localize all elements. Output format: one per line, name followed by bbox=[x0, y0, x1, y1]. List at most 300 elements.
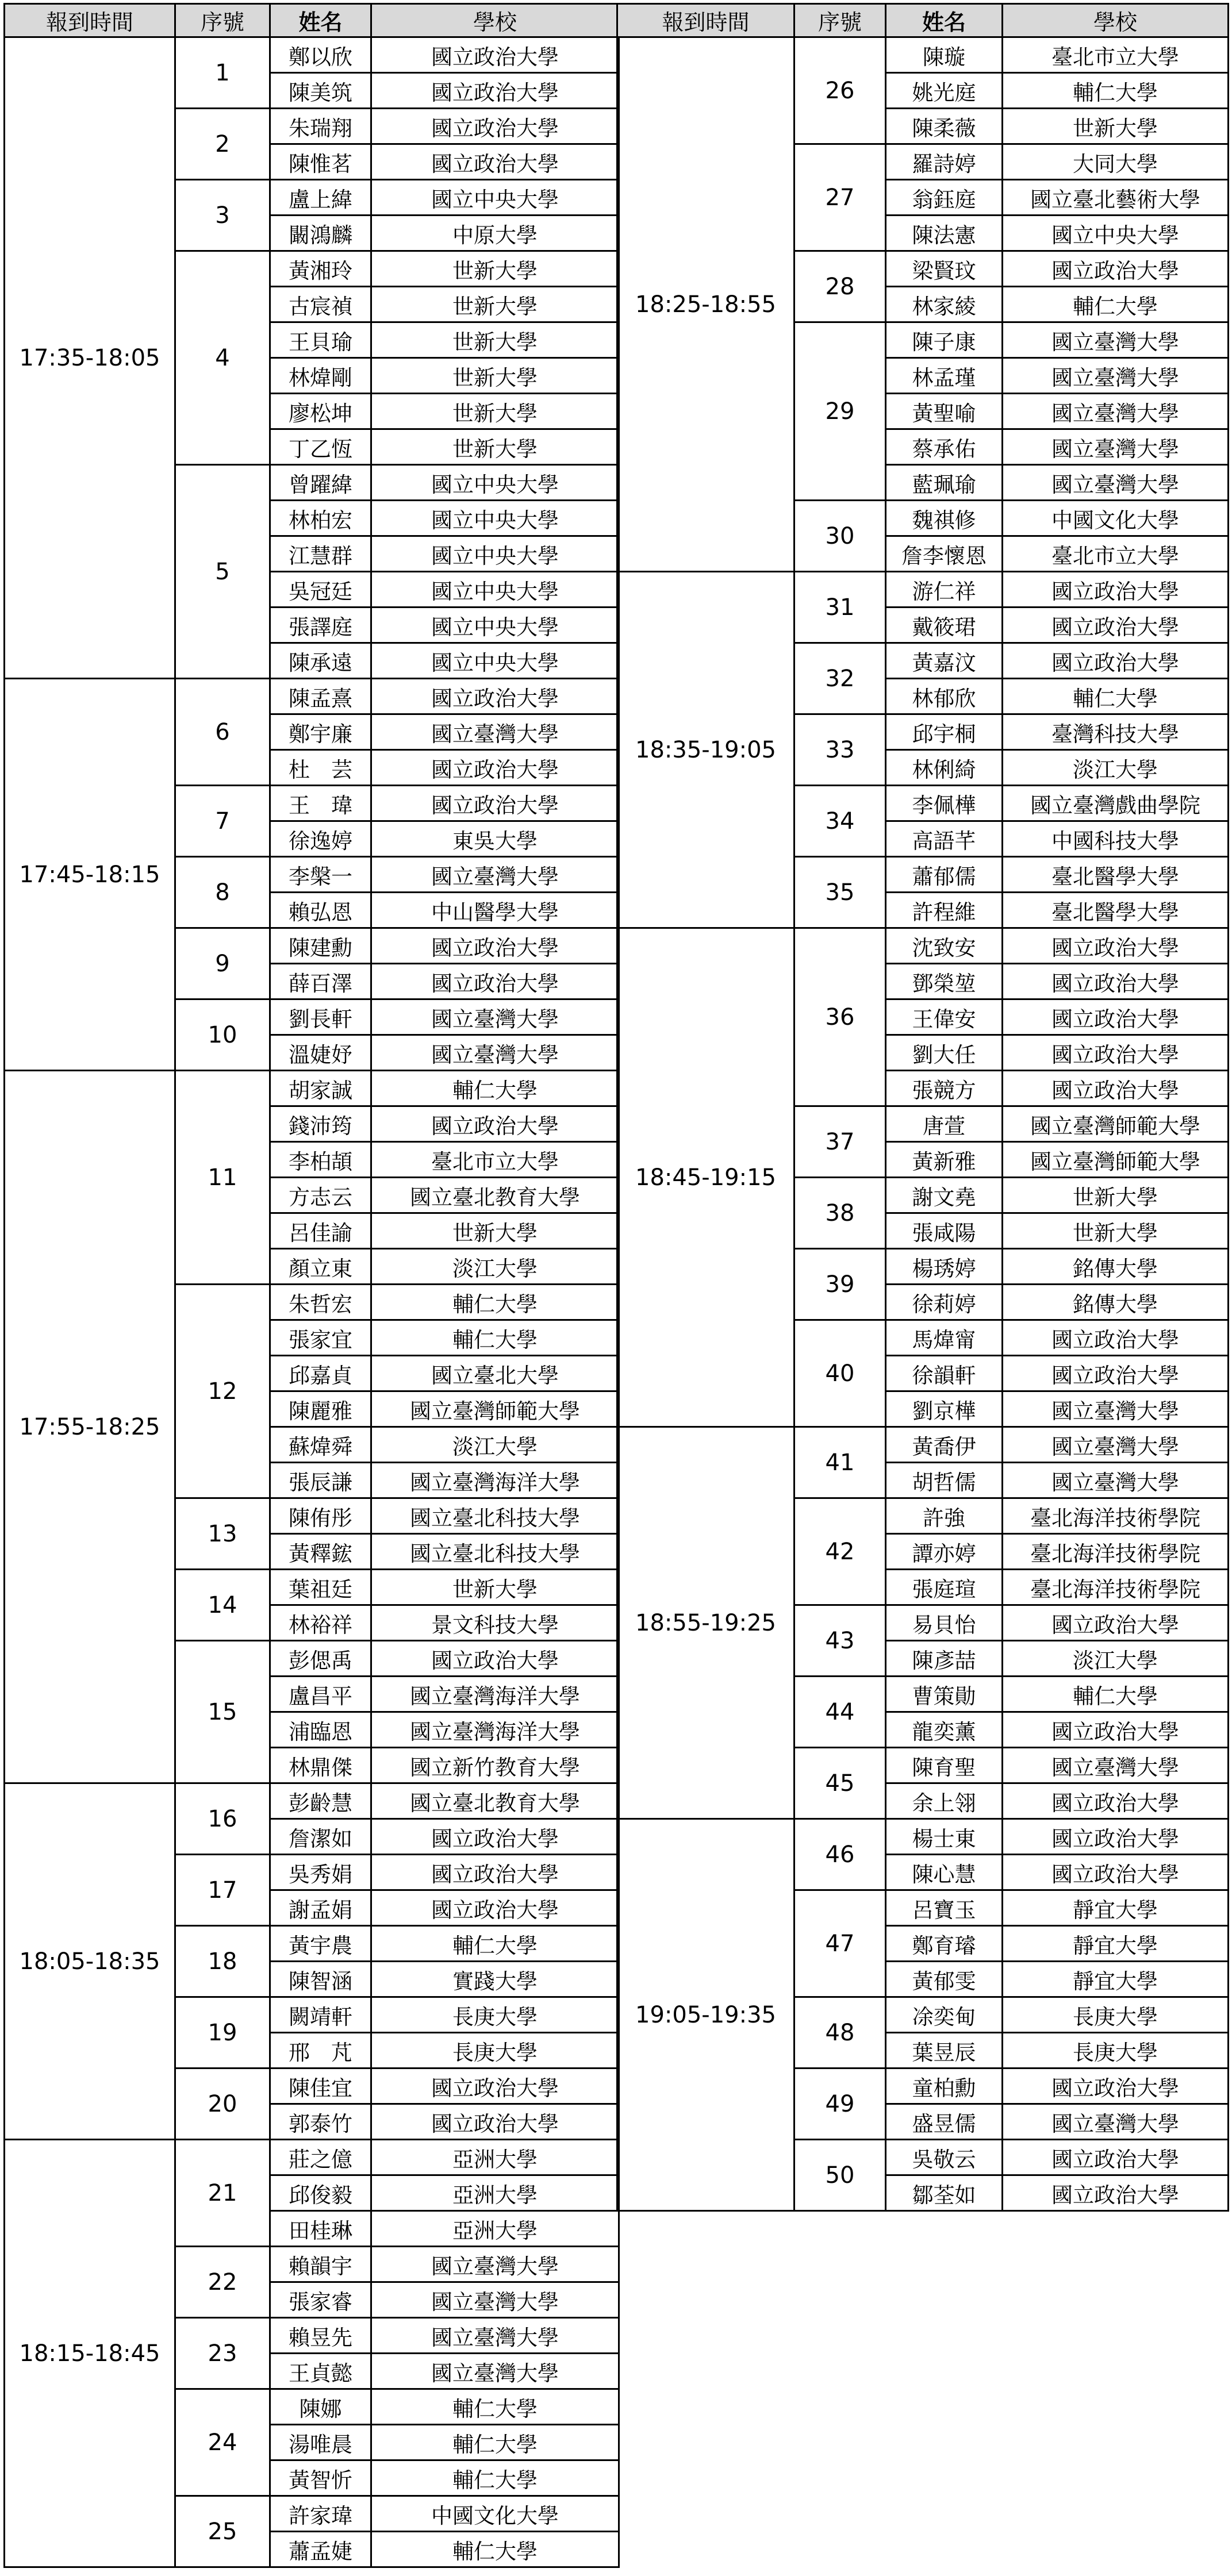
school-cell: 國立政治大學 bbox=[1003, 1035, 1229, 1071]
name-cell: 陳育聖 bbox=[886, 1748, 1003, 1783]
name-cell: 盧昌平 bbox=[270, 1677, 371, 1712]
schedule-body-left bbox=[5, 37, 619, 2567]
school-cell: 國立臺北大學 bbox=[371, 1356, 619, 1391]
name-cell: 劉長軒 bbox=[270, 999, 371, 1035]
name-cell: 高語芊 bbox=[886, 821, 1003, 857]
sequence-cell: 22 bbox=[175, 2247, 270, 2318]
sequence-cell: 35 bbox=[795, 857, 886, 928]
name-cell: 游仁祥 bbox=[886, 572, 1003, 608]
header-name: 姓名 bbox=[886, 4, 1003, 37]
school-cell: 國立臺灣師範大學 bbox=[371, 1391, 619, 1427]
name-cell: 陳承遠 bbox=[270, 643, 371, 679]
name-cell: 鄧榮堃 bbox=[886, 964, 1003, 999]
school-cell: 輔仁大學 bbox=[371, 2460, 619, 2496]
school-cell: 國立臺灣海洋大學 bbox=[371, 1677, 619, 1712]
sequence-cell: 11 bbox=[175, 1071, 270, 1285]
sequence-cell: 4 bbox=[175, 251, 270, 465]
school-cell: 國立政治大學 bbox=[371, 750, 619, 786]
sequence-cell: 18 bbox=[175, 1926, 270, 1997]
sequence-cell: 13 bbox=[175, 1498, 270, 1570]
sequence-cell: 9 bbox=[175, 928, 270, 999]
sequence-cell: 30 bbox=[795, 501, 886, 572]
school-cell: 國立政治大學 bbox=[1003, 1783, 1229, 1819]
school-cell: 國立政治大學 bbox=[1003, 1356, 1229, 1391]
sequence-cell: 36 bbox=[795, 928, 886, 1106]
name-cell: 盛昱儒 bbox=[886, 2104, 1003, 2140]
school-cell: 臺北海洋技術學院 bbox=[1003, 1570, 1229, 1605]
school-cell: 國立政治大學 bbox=[1003, 1855, 1229, 1890]
school-cell: 臺北醫學大學 bbox=[1003, 893, 1229, 928]
name-cell: 翁鈺庭 bbox=[886, 180, 1003, 216]
school-cell: 國立臺灣大學 bbox=[371, 857, 619, 893]
name-cell: 陳佳宜 bbox=[270, 2069, 371, 2104]
name-cell: 黃宇農 bbox=[270, 1926, 371, 1962]
sequence-cell: 5 bbox=[175, 465, 270, 679]
sequence-cell: 34 bbox=[795, 786, 886, 857]
header-name: 姓名 bbox=[270, 4, 371, 37]
school-cell: 國立臺灣大學 bbox=[1003, 465, 1229, 501]
table-row bbox=[5, 2140, 619, 2175]
report-time-cell: 17:35-18:05 bbox=[5, 37, 175, 679]
name-cell: 陳孟熹 bbox=[270, 679, 371, 714]
school-cell: 臺北海洋技術學院 bbox=[1003, 1498, 1229, 1534]
name-cell: 唐萱 bbox=[886, 1106, 1003, 1142]
school-cell: 國立政治大學 bbox=[371, 2069, 619, 2104]
name-cell: 張譯庭 bbox=[270, 608, 371, 643]
name-cell: 呂寶玉 bbox=[886, 1890, 1003, 1926]
name-cell: 江慧群 bbox=[270, 536, 371, 572]
school-cell: 國立中央大學 bbox=[371, 180, 619, 216]
school-cell: 國立政治大學 bbox=[1003, 643, 1229, 679]
school-cell: 國立臺灣大學 bbox=[371, 714, 619, 750]
school-cell: 淡江大學 bbox=[371, 1249, 619, 1285]
school-cell: 國立政治大學 bbox=[371, 144, 619, 180]
name-cell: 黃釋鋐 bbox=[270, 1534, 371, 1570]
school-cell: 靜宜大學 bbox=[1003, 1890, 1229, 1926]
school-cell: 世新大學 bbox=[371, 1213, 619, 1249]
name-cell: 吳敬云 bbox=[886, 2140, 1003, 2175]
name-cell: 錢沛筠 bbox=[270, 1106, 371, 1142]
name-cell: 林郁欣 bbox=[886, 679, 1003, 714]
school-cell: 國立中央大學 bbox=[371, 501, 619, 536]
report-time-cell: 18:35-19:05 bbox=[617, 572, 795, 928]
report-time-cell: 17:55-18:25 bbox=[5, 1071, 175, 1783]
name-cell: 鄒荃如 bbox=[886, 2175, 1003, 2211]
schedule-body-right bbox=[617, 37, 1229, 2211]
school-cell: 世新大學 bbox=[371, 358, 619, 394]
school-cell: 國立政治大學 bbox=[371, 2104, 619, 2140]
school-cell: 中國文化大學 bbox=[1003, 501, 1229, 536]
table-row bbox=[617, 572, 1229, 608]
sequence-cell: 21 bbox=[175, 2140, 270, 2247]
name-cell: 龍奕薰 bbox=[886, 1712, 1003, 1748]
school-cell: 國立臺灣大學 bbox=[1003, 2104, 1229, 2140]
school-cell: 國立政治大學 bbox=[1003, 1605, 1229, 1641]
sequence-cell: 31 bbox=[795, 572, 886, 643]
school-cell: 國立臺北教育大學 bbox=[371, 1178, 619, 1213]
school-cell: 國立中央大學 bbox=[1003, 216, 1229, 251]
report-time-cell: 18:25-18:55 bbox=[617, 37, 795, 572]
report-time-cell: 18:55-19:25 bbox=[617, 1427, 795, 1819]
school-cell: 國立政治大學 bbox=[371, 1855, 619, 1890]
name-cell: 彭齡慧 bbox=[270, 1783, 371, 1819]
school-cell: 國立臺北科技大學 bbox=[371, 1534, 619, 1570]
name-cell: 林煒剛 bbox=[270, 358, 371, 394]
name-cell: 王偉安 bbox=[886, 999, 1003, 1035]
name-cell: 黃喬伊 bbox=[886, 1427, 1003, 1463]
name-cell: 張庭瑄 bbox=[886, 1570, 1003, 1605]
school-cell: 銘傳大學 bbox=[1003, 1249, 1229, 1285]
sequence-cell: 8 bbox=[175, 857, 270, 928]
name-cell: 楊士東 bbox=[886, 1819, 1003, 1855]
school-cell: 輔仁大學 bbox=[371, 1320, 619, 1356]
sequence-cell: 1 bbox=[175, 37, 270, 109]
name-cell: 顏立東 bbox=[270, 1249, 371, 1285]
name-cell: 詹李懷恩 bbox=[886, 536, 1003, 572]
name-cell: 賴弘恩 bbox=[270, 893, 371, 928]
school-cell: 世新大學 bbox=[1003, 1213, 1229, 1249]
sequence-cell: 2 bbox=[175, 109, 270, 180]
name-cell: 葉祖廷 bbox=[270, 1570, 371, 1605]
name-cell: 黃湘玲 bbox=[270, 251, 371, 287]
sequence-cell: 33 bbox=[795, 714, 886, 786]
name-cell: 謝文堯 bbox=[886, 1178, 1003, 1213]
school-cell: 國立政治大學 bbox=[371, 73, 619, 109]
school-cell: 國立臺灣大學 bbox=[371, 2318, 619, 2354]
school-cell: 輔仁大學 bbox=[1003, 679, 1229, 714]
school-cell: 淡江大學 bbox=[1003, 750, 1229, 786]
name-cell: 羅詩婷 bbox=[886, 144, 1003, 180]
sequence-cell: 26 bbox=[795, 37, 886, 144]
name-cell: 朱瑞翔 bbox=[270, 109, 371, 144]
school-cell: 景文科技大學 bbox=[371, 1605, 619, 1641]
header-row bbox=[617, 4, 1229, 37]
school-cell: 世新大學 bbox=[371, 394, 619, 429]
table-row bbox=[617, 928, 1229, 964]
name-cell: 陳智涵 bbox=[270, 1962, 371, 1997]
header-row bbox=[5, 4, 619, 37]
table-row bbox=[5, 1071, 619, 1106]
school-cell: 大同大學 bbox=[1003, 144, 1229, 180]
name-cell: 蕭孟婕 bbox=[270, 2532, 371, 2567]
school-cell: 東吳大學 bbox=[371, 821, 619, 857]
school-cell: 世新大學 bbox=[1003, 109, 1229, 144]
name-cell: 賴昱先 bbox=[270, 2318, 371, 2354]
school-cell: 世新大學 bbox=[371, 287, 619, 322]
school-cell: 國立臺灣大學 bbox=[1003, 394, 1229, 429]
name-cell: 鄭以欣 bbox=[270, 37, 371, 73]
sequence-cell: 47 bbox=[795, 1890, 886, 1997]
school-cell: 輔仁大學 bbox=[1003, 73, 1229, 109]
school-cell: 國立政治大學 bbox=[371, 1819, 619, 1855]
school-cell: 國立臺灣師範大學 bbox=[1003, 1142, 1229, 1178]
name-cell: 丁乙恆 bbox=[270, 429, 371, 465]
name-cell: 蕭郁儒 bbox=[886, 857, 1003, 893]
report-time-cell: 18:15-18:45 bbox=[5, 2140, 175, 2567]
school-cell: 國立政治大學 bbox=[1003, 964, 1229, 999]
name-cell: 陳璇 bbox=[886, 37, 1003, 73]
sequence-cell: 28 bbox=[795, 251, 886, 322]
school-cell: 國立臺灣大學 bbox=[1003, 322, 1229, 358]
name-cell: 馬煒甯 bbox=[886, 1320, 1003, 1356]
school-cell: 臺北醫學大學 bbox=[1003, 857, 1229, 893]
school-cell: 國立政治大學 bbox=[1003, 1320, 1229, 1356]
school-cell: 銘傳大學 bbox=[1003, 1285, 1229, 1320]
school-cell: 國立政治大學 bbox=[371, 786, 619, 821]
school-cell: 輔仁大學 bbox=[371, 1926, 619, 1962]
name-cell: 林裕祥 bbox=[270, 1605, 371, 1641]
sequence-cell: 6 bbox=[175, 679, 270, 786]
school-cell: 國立新竹教育大學 bbox=[371, 1748, 619, 1783]
name-cell: 王貞懿 bbox=[270, 2354, 371, 2389]
sequence-cell: 45 bbox=[795, 1748, 886, 1819]
name-cell: 廖松坤 bbox=[270, 394, 371, 429]
sequence-cell: 49 bbox=[795, 2069, 886, 2140]
name-cell: 葉昱辰 bbox=[886, 2033, 1003, 2069]
header-school: 學校 bbox=[371, 4, 619, 37]
school-cell: 國立中央大學 bbox=[371, 643, 619, 679]
name-cell: 姚光庭 bbox=[886, 73, 1003, 109]
school-cell: 國立政治大學 bbox=[371, 1106, 619, 1142]
school-cell: 輔仁大學 bbox=[371, 2532, 619, 2567]
school-cell: 靜宜大學 bbox=[1003, 1962, 1229, 1997]
school-cell: 淡江大學 bbox=[371, 1427, 619, 1463]
school-cell: 國立政治大學 bbox=[371, 679, 619, 714]
school-cell: 國立臺灣大學 bbox=[1003, 358, 1229, 394]
school-cell: 國立中央大學 bbox=[371, 536, 619, 572]
school-cell: 國立政治大學 bbox=[371, 1890, 619, 1926]
name-cell: 陳美筑 bbox=[270, 73, 371, 109]
name-cell: 蔡承佑 bbox=[886, 429, 1003, 465]
name-cell: 林俐綺 bbox=[886, 750, 1003, 786]
school-cell: 國立臺灣大學 bbox=[371, 2354, 619, 2389]
school-cell: 國立臺北科技大學 bbox=[371, 1498, 619, 1534]
sequence-cell: 43 bbox=[795, 1605, 886, 1677]
school-cell: 國立政治大學 bbox=[1003, 608, 1229, 643]
name-cell: 田桂琳 bbox=[270, 2211, 371, 2247]
table-row bbox=[5, 679, 619, 714]
sequence-cell: 24 bbox=[175, 2389, 270, 2496]
school-cell: 國立政治大學 bbox=[371, 964, 619, 999]
school-cell: 輔仁大學 bbox=[371, 1071, 619, 1106]
name-cell: 陳惟茗 bbox=[270, 144, 371, 180]
school-cell: 國立政治大學 bbox=[1003, 1071, 1229, 1106]
name-cell: 陳法憲 bbox=[886, 216, 1003, 251]
name-cell: 王 瑋 bbox=[270, 786, 371, 821]
school-cell: 國立中央大學 bbox=[371, 608, 619, 643]
name-cell: 梁賢玟 bbox=[886, 251, 1003, 287]
name-cell: 胡家誠 bbox=[270, 1071, 371, 1106]
name-cell: 邢 芃 bbox=[270, 2033, 371, 2069]
school-cell: 國立臺灣海洋大學 bbox=[371, 1712, 619, 1748]
school-cell: 國立臺灣大學 bbox=[1003, 1427, 1229, 1463]
sequence-cell: 29 bbox=[795, 322, 886, 501]
header-time: 報到時間 bbox=[5, 4, 175, 37]
school-cell: 國立政治大學 bbox=[1003, 999, 1229, 1035]
report-time-cell: 18:45-19:15 bbox=[617, 928, 795, 1427]
name-cell: 陳娜 bbox=[270, 2389, 371, 2425]
sequence-cell: 19 bbox=[175, 1997, 270, 2069]
school-cell: 中山醫學大學 bbox=[371, 893, 619, 928]
name-cell: 黃智忻 bbox=[270, 2460, 371, 2496]
sequence-cell: 12 bbox=[175, 1285, 270, 1498]
name-cell: 徐莉婷 bbox=[886, 1285, 1003, 1320]
school-cell: 國立政治大學 bbox=[371, 1641, 619, 1677]
sequence-cell: 15 bbox=[175, 1641, 270, 1783]
name-cell: 魏祺修 bbox=[886, 501, 1003, 536]
school-cell: 輔仁大學 bbox=[371, 1285, 619, 1320]
name-cell: 陳心慧 bbox=[886, 1855, 1003, 1890]
school-cell: 國立政治大學 bbox=[1003, 1819, 1229, 1855]
sequence-cell: 23 bbox=[175, 2318, 270, 2389]
sequence-cell: 10 bbox=[175, 999, 270, 1071]
name-cell: 郭泰竹 bbox=[270, 2104, 371, 2140]
name-cell: 陳侑彤 bbox=[270, 1498, 371, 1534]
school-cell: 亞洲大學 bbox=[371, 2175, 619, 2211]
name-cell: 蘇煒舜 bbox=[270, 1427, 371, 1463]
sequence-cell: 16 bbox=[175, 1783, 270, 1855]
name-cell: 林柏宏 bbox=[270, 501, 371, 536]
name-cell: 陳子康 bbox=[886, 322, 1003, 358]
name-cell: 陳柔薇 bbox=[886, 109, 1003, 144]
school-cell: 國立政治大學 bbox=[371, 109, 619, 144]
table-row bbox=[617, 1427, 1229, 1463]
school-cell: 實踐大學 bbox=[371, 1962, 619, 1997]
sequence-cell: 20 bbox=[175, 2069, 270, 2140]
school-cell: 輔仁大學 bbox=[371, 2389, 619, 2425]
sequence-cell: 48 bbox=[795, 1997, 886, 2069]
name-cell: 藍珮瑜 bbox=[886, 465, 1003, 501]
name-cell: 黃聖喻 bbox=[886, 394, 1003, 429]
school-cell: 世新大學 bbox=[371, 429, 619, 465]
name-cell: 黃嘉汶 bbox=[886, 643, 1003, 679]
sequence-cell: 27 bbox=[795, 144, 886, 251]
school-cell: 中國文化大學 bbox=[371, 2496, 619, 2532]
name-cell: 胡哲儒 bbox=[886, 1463, 1003, 1498]
school-cell: 國立政治大學 bbox=[1003, 2140, 1229, 2175]
name-cell: 吳冠廷 bbox=[270, 572, 371, 608]
name-cell: 林家綾 bbox=[886, 287, 1003, 322]
sequence-cell: 44 bbox=[795, 1677, 886, 1748]
school-cell: 世新大學 bbox=[1003, 1178, 1229, 1213]
table-row bbox=[617, 1819, 1229, 1855]
report-time-cell: 19:05-19:35 bbox=[617, 1819, 795, 2211]
sequence-cell: 14 bbox=[175, 1570, 270, 1641]
name-cell: 陳建勳 bbox=[270, 928, 371, 964]
schedule-table-left bbox=[3, 3, 620, 2568]
school-cell: 國立臺北教育大學 bbox=[371, 1783, 619, 1819]
header-seq: 序號 bbox=[795, 4, 886, 37]
table-row bbox=[617, 37, 1229, 73]
school-cell: 國立臺灣師範大學 bbox=[1003, 1106, 1229, 1142]
name-cell: 王貝瑜 bbox=[270, 322, 371, 358]
name-cell: 易貝怡 bbox=[886, 1605, 1003, 1641]
name-cell: 張家宜 bbox=[270, 1320, 371, 1356]
name-cell: 邱宇桐 bbox=[886, 714, 1003, 750]
name-cell: 邱嘉貞 bbox=[270, 1356, 371, 1391]
school-cell: 國立政治大學 bbox=[1003, 928, 1229, 964]
school-cell: 國立臺北藝術大學 bbox=[1003, 180, 1229, 216]
schedule-table-right bbox=[616, 3, 1229, 2212]
school-cell: 國立中央大學 bbox=[371, 572, 619, 608]
school-cell: 靜宜大學 bbox=[1003, 1926, 1229, 1962]
school-cell: 國立政治大學 bbox=[371, 928, 619, 964]
sequence-cell: 37 bbox=[795, 1106, 886, 1178]
name-cell: 彭偲禹 bbox=[270, 1641, 371, 1677]
name-cell: 凃奕甸 bbox=[886, 1997, 1003, 2033]
name-cell: 林孟瑾 bbox=[886, 358, 1003, 394]
school-cell: 臺北市立大學 bbox=[371, 1142, 619, 1178]
report-time-cell: 18:05-18:35 bbox=[5, 1783, 175, 2140]
sequence-cell: 32 bbox=[795, 643, 886, 714]
sequence-cell: 41 bbox=[795, 1427, 886, 1498]
name-cell: 譚亦婷 bbox=[886, 1534, 1003, 1570]
school-cell: 臺北市立大學 bbox=[1003, 536, 1229, 572]
name-cell: 張競方 bbox=[886, 1071, 1003, 1106]
sequence-cell: 38 bbox=[795, 1178, 886, 1249]
header-school: 學校 bbox=[1003, 4, 1229, 37]
school-cell: 長庚大學 bbox=[1003, 2033, 1229, 2069]
sequence-cell: 42 bbox=[795, 1498, 886, 1605]
sequence-cell: 17 bbox=[175, 1855, 270, 1926]
school-cell: 臺北市立大學 bbox=[1003, 37, 1229, 73]
school-cell: 國立政治大學 bbox=[1003, 2069, 1229, 2104]
school-cell: 國立政治大學 bbox=[1003, 572, 1229, 608]
name-cell: 謝孟娟 bbox=[270, 1890, 371, 1926]
school-cell: 國立政治大學 bbox=[371, 37, 619, 73]
name-cell: 李佩樺 bbox=[886, 786, 1003, 821]
name-cell: 徐逸婷 bbox=[270, 821, 371, 857]
name-cell: 古宸禎 bbox=[270, 287, 371, 322]
name-cell: 薛百澤 bbox=[270, 964, 371, 999]
name-cell: 許家瑋 bbox=[270, 2496, 371, 2532]
name-cell: 詹潔如 bbox=[270, 1819, 371, 1855]
school-cell: 國立臺灣大學 bbox=[371, 1035, 619, 1071]
name-cell: 許強 bbox=[886, 1498, 1003, 1534]
school-cell: 世新大學 bbox=[371, 1570, 619, 1605]
name-cell: 鄭育璿 bbox=[886, 1926, 1003, 1962]
name-cell: 張辰謙 bbox=[270, 1463, 371, 1498]
school-cell: 輔仁大學 bbox=[371, 2425, 619, 2460]
school-cell: 國立政治大學 bbox=[1003, 2175, 1229, 2211]
name-cell: 李槃一 bbox=[270, 857, 371, 893]
name-cell: 陳麗雅 bbox=[270, 1391, 371, 1427]
school-cell: 國立臺灣大學 bbox=[371, 2247, 619, 2282]
school-cell: 國立臺灣大學 bbox=[1003, 1391, 1229, 1427]
name-cell: 張咸陽 bbox=[886, 1213, 1003, 1249]
name-cell: 吳秀娟 bbox=[270, 1855, 371, 1890]
name-cell: 莊之億 bbox=[270, 2140, 371, 2175]
school-cell: 長庚大學 bbox=[371, 1997, 619, 2033]
school-cell: 國立中央大學 bbox=[371, 465, 619, 501]
name-cell: 曾躍緯 bbox=[270, 465, 371, 501]
school-cell: 國立臺灣大學 bbox=[1003, 429, 1229, 465]
school-cell: 國立臺灣大學 bbox=[371, 2282, 619, 2318]
name-cell: 杜 芸 bbox=[270, 750, 371, 786]
school-cell: 臺灣科技大學 bbox=[1003, 714, 1229, 750]
school-cell: 國立臺灣戲曲學院 bbox=[1003, 786, 1229, 821]
school-cell: 國立臺灣大學 bbox=[371, 999, 619, 1035]
school-cell: 中原大學 bbox=[371, 216, 619, 251]
name-cell: 曹策勛 bbox=[886, 1677, 1003, 1712]
name-cell: 邱俊毅 bbox=[270, 2175, 371, 2211]
school-cell: 國立政治大學 bbox=[1003, 251, 1229, 287]
name-cell: 黃郁雯 bbox=[886, 1962, 1003, 1997]
name-cell: 朱哲宏 bbox=[270, 1285, 371, 1320]
header-seq: 序號 bbox=[175, 4, 270, 37]
school-cell: 中國科技大學 bbox=[1003, 821, 1229, 857]
school-cell: 輔仁大學 bbox=[1003, 1677, 1229, 1712]
